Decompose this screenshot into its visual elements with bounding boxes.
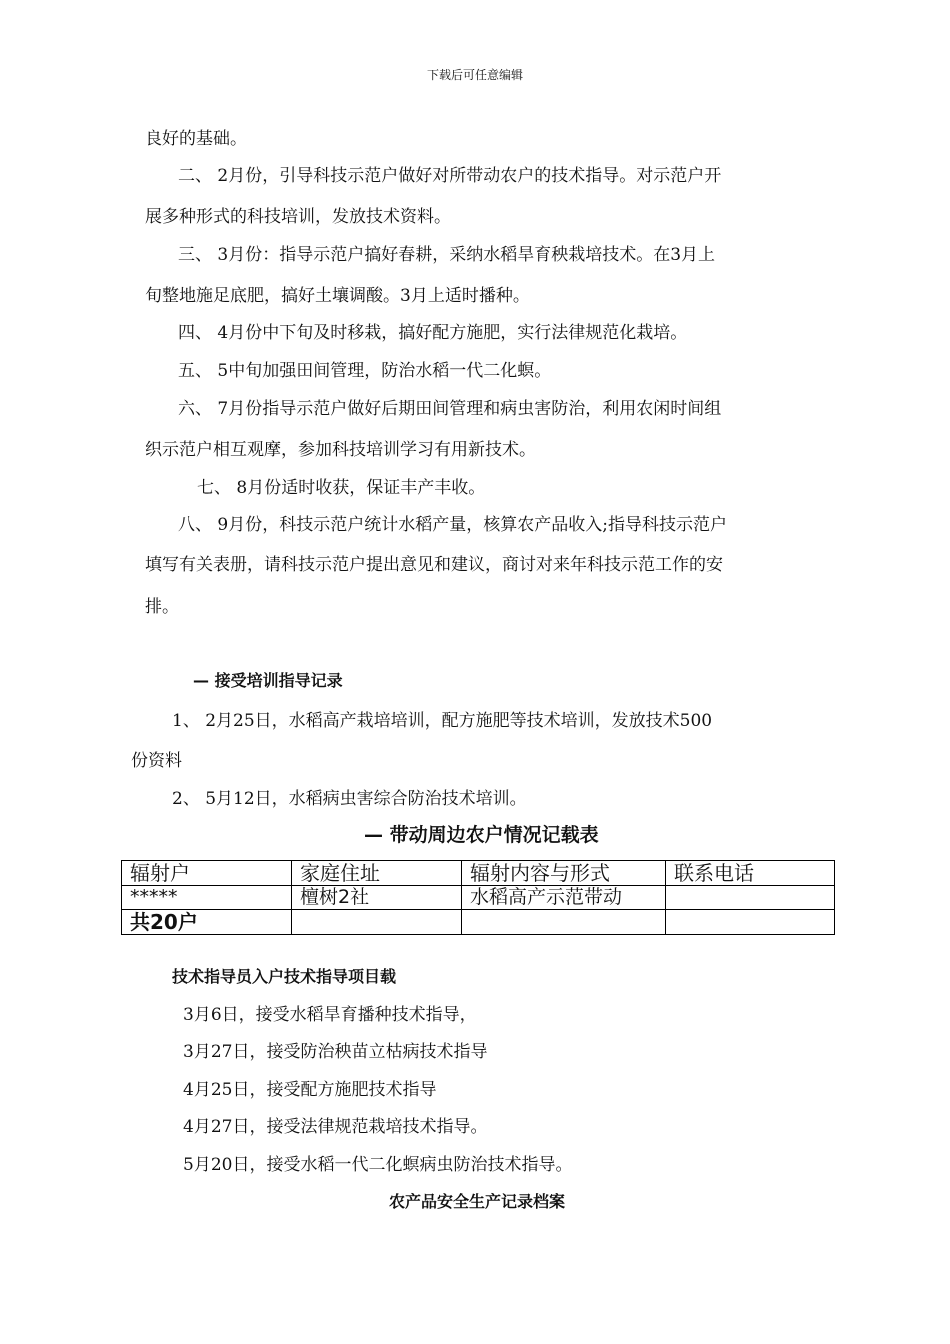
- page-header: 下载后可任意编辑: [426, 68, 523, 82]
- table-row: [122, 886, 835, 910]
- table-header-cell: 家庭住址: [292, 861, 462, 886]
- table-header-row: [122, 861, 835, 886]
- plan-item-5: 五、 5中旬加强田间管理，防治水稻一代二化螟。: [178, 361, 552, 381]
- plan-line: 展多种形式的科技培训，发放技术资料。: [145, 207, 451, 227]
- archive-title: 农产品安全生产记录档案: [389, 1192, 566, 1211]
- table-header-cell: 联系电话: [666, 861, 835, 886]
- table-cell: 水稻高产示范带动: [462, 886, 666, 910]
- plan-item-2: 二、 2月份，引导科技示范户做好对所带动农户的技术指导。对示范户开: [178, 166, 722, 186]
- farmer-record-table: [121, 860, 835, 935]
- plan-item-7: 七、 8月份适时收获，保证丰产丰收。: [197, 478, 486, 498]
- guidance-item: 3月27日，接受防治秧苗立枯病技术指导: [183, 1042, 488, 1062]
- training-item-2: 2、 5月12日，水稻病虫害综合防治技术培训。: [172, 789, 527, 809]
- plan-line: 良好的基础。: [145, 129, 247, 149]
- table-cell: 檀树2社: [292, 886, 462, 910]
- table-cell: [666, 886, 835, 910]
- guidance-item: 3月6日，接受水稻旱育播种技术指导，: [183, 1005, 477, 1025]
- guidance-section-title: 技术指导员入户技术指导项目载: [172, 967, 397, 986]
- table-title: — 带动周边农户情况记载表: [364, 824, 599, 846]
- plan-line: 排。: [145, 597, 179, 617]
- plan-item-8: 八、 9月份，科技示范户统计水稻产量，核算农产品收入;指导科技示范户: [178, 515, 727, 535]
- table-header-cell: 辐射户: [122, 861, 292, 886]
- table-header-cell: 辐射内容与形式: [462, 861, 666, 886]
- training-section-title: — 接受培训指导记录: [193, 671, 343, 690]
- plan-line: 织示范户相互观摩，参加科技培训学习有用新技术。: [145, 440, 536, 460]
- table-cell: 共20户: [122, 910, 292, 935]
- table-cell: [666, 910, 835, 935]
- training-item-1-cont: 份资料: [131, 751, 182, 771]
- plan-item-6: 六、 7月份指导示范户做好后期田间管理和病虫害防治，利用农闲时间组: [178, 399, 722, 419]
- guidance-item: 5月20日，接受水稻一代二化螟病虫防治技术指导。: [183, 1155, 573, 1175]
- training-item-1: 1、 2月25日，水稻高产栽培培训，配方施肥等技术培训，发放技术500: [172, 711, 713, 731]
- plan-line: 旬整地施足底肥，搞好土壤调酸。3月上适时播种。: [145, 286, 530, 306]
- plan-item-4: 四、 4月份中下旬及时移栽，搞好配方施肥，实行法律规范化栽培。: [178, 323, 688, 343]
- table-cell: *****: [122, 886, 292, 910]
- guidance-item: 4月25日，接受配方施肥技术指导: [183, 1080, 437, 1100]
- table-row: [122, 910, 835, 935]
- guidance-item: 4月27日，接受法律规范栽培技术指导。: [183, 1117, 488, 1137]
- table-cell: [292, 910, 462, 935]
- table-cell: [462, 910, 666, 935]
- plan-line: 填写有关表册，请科技示范户提出意见和建议，商讨对来年科技示范工作的安: [145, 555, 723, 575]
- plan-item-3: 三、 3月份：指导示范户搞好春耕，采纳水稻旱育秧栽培技术。在3月上: [178, 245, 716, 265]
